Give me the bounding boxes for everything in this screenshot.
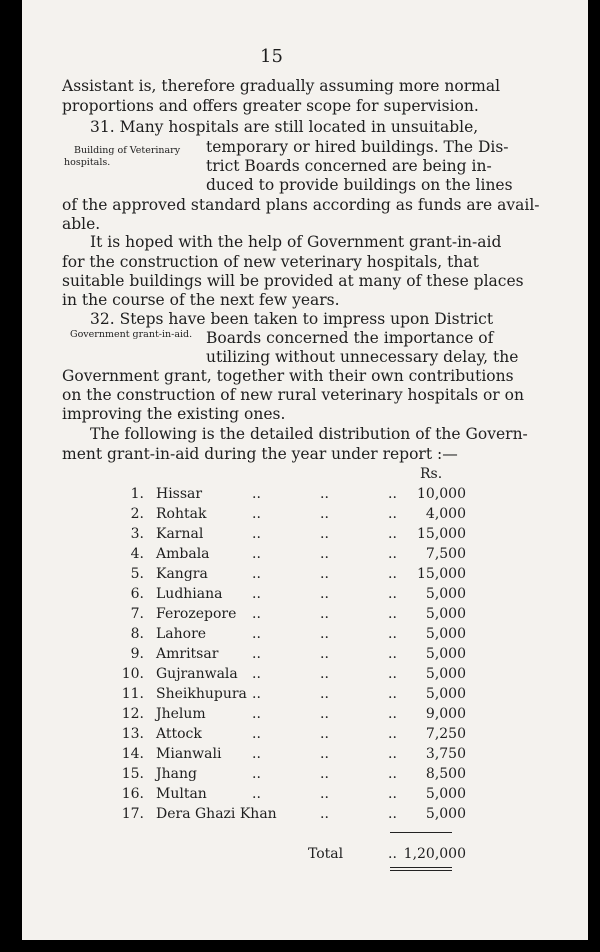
table-row	[62, 686, 502, 706]
leader-dots: ..	[252, 546, 261, 562]
grant-amount: 4,000	[425, 506, 466, 522]
table-row	[62, 606, 502, 626]
table-row	[62, 586, 502, 606]
district-name: Amritsar	[156, 646, 219, 662]
text-line: in the course of the next few years.	[62, 291, 340, 309]
leader-dots: ..	[320, 546, 329, 562]
total-label: Total	[308, 846, 344, 862]
leader-dots: ..	[320, 666, 329, 682]
leader-dots: ..	[252, 686, 261, 702]
grant-amount: 5,000	[425, 806, 466, 822]
text-line: trict Boards concerned are being in-	[206, 157, 492, 175]
grant-amount: 5,000	[425, 646, 466, 662]
text-line: temporary or hired buildings. The Dis-	[206, 138, 509, 156]
district-name: Lahore	[156, 626, 207, 642]
leader-dots: ..	[252, 566, 261, 582]
leader-dots: ..	[320, 526, 329, 542]
leader-dots: ..	[320, 766, 329, 782]
margin-note-building: Building of Veterinary	[74, 145, 181, 156]
leader-dots: ..	[252, 646, 261, 662]
leader-dots: ..	[388, 626, 397, 642]
leader-dots: ..	[320, 506, 329, 522]
leader-dots: ..	[252, 486, 261, 502]
district-name: Jhang	[156, 766, 197, 782]
district-name: Multan	[156, 786, 207, 802]
table-row	[62, 786, 502, 806]
grant-amount: 8,500	[425, 766, 466, 782]
leader-dots: ..	[320, 686, 329, 702]
grant-amount: 5,000	[425, 786, 466, 802]
total-rule	[390, 870, 452, 871]
leader-dots: ..	[320, 486, 329, 502]
row-number: 4.	[130, 546, 144, 562]
row-number: 1.	[130, 486, 144, 502]
leader-dots: ..	[388, 586, 397, 602]
leader-dots: ..	[388, 706, 397, 722]
leader-dots: ..	[252, 666, 261, 682]
leader-dots: ..	[388, 506, 397, 522]
grant-amount: 5,000	[425, 586, 466, 602]
leader-dots: ..	[388, 566, 397, 582]
margin-note-grant: Government grant-in-aid.	[70, 329, 193, 340]
grant-amount: 5,000	[425, 626, 466, 642]
district-name: Kangra	[156, 566, 208, 582]
leader-dots: ..	[320, 726, 329, 742]
district-name: Ludhiana	[156, 586, 223, 602]
district-name: Mianwali	[156, 746, 222, 762]
district-name: Jhelum	[156, 706, 206, 722]
row-number: 10.	[121, 666, 144, 682]
document-page	[22, 0, 588, 940]
table-row	[62, 546, 502, 566]
text-line: Assistant is, therefore gradually assuming more normal	[62, 77, 501, 95]
leader-dots: ..	[320, 566, 329, 582]
leader-dots: ..	[388, 666, 397, 682]
row-number: 17.	[121, 806, 144, 822]
total-rule	[390, 867, 452, 868]
table-row	[62, 666, 502, 686]
district-name: Attock	[156, 726, 202, 742]
leader-dots: ..	[252, 766, 261, 782]
table-row	[62, 726, 502, 746]
total-row	[62, 846, 502, 866]
district-name: Rohtak	[156, 506, 207, 522]
margin-note-building: hospitals.	[64, 157, 111, 168]
total-dots: ..	[388, 846, 397, 862]
leader-dots: ..	[388, 766, 397, 782]
row-number: 13.	[121, 726, 144, 742]
table-row	[62, 566, 502, 586]
table-row	[62, 646, 502, 666]
row-number: 9.	[130, 646, 144, 662]
text-line: duced to provide buildings on the lines	[206, 176, 513, 194]
table-row	[62, 486, 502, 506]
row-number: 11.	[121, 686, 144, 702]
total-amount: 1,20,000	[403, 846, 466, 862]
table-row	[62, 806, 502, 826]
table-row	[62, 766, 502, 786]
row-number: 2.	[130, 506, 144, 522]
row-number: 15.	[121, 766, 144, 782]
leader-dots: ..	[252, 786, 261, 802]
text-line: for the construction of new veterinary hospitals, that	[62, 253, 479, 271]
row-number: 16.	[121, 786, 144, 802]
grant-amount: 15,000	[417, 566, 466, 582]
leader-dots: ..	[252, 606, 261, 622]
leader-dots: ..	[252, 626, 261, 642]
row-number: 5.	[130, 566, 144, 582]
table-row	[62, 526, 502, 546]
row-number: 7.	[130, 606, 144, 622]
district-name: Ambala	[156, 546, 210, 562]
leader-dots: ..	[320, 706, 329, 722]
text-line: The following is the detailed distribution of the Govern-	[90, 425, 528, 443]
currency-header: Rs.	[420, 466, 443, 482]
leader-dots: ..	[388, 786, 397, 802]
district-name: Karnal	[156, 526, 204, 542]
leader-dots: ..	[388, 486, 397, 502]
grant-amount: 5,000	[425, 606, 466, 622]
table-row	[62, 746, 502, 766]
leader-dots: ..	[388, 686, 397, 702]
row-number: 14.	[121, 746, 144, 762]
leader-dots: ..	[252, 706, 261, 722]
text-line: ment grant-in-aid during the year under report :—	[62, 445, 458, 463]
grant-amount: 3,750	[425, 746, 466, 762]
district-name: Dera Ghazi Khan	[156, 806, 277, 822]
para-32-first-line: 32. Steps have been taken to impress upon District	[90, 310, 494, 328]
district-name: Gujranwala	[156, 666, 238, 682]
leader-dots: ..	[388, 746, 397, 762]
row-number: 6.	[130, 586, 144, 602]
leader-dots: ..	[388, 806, 397, 822]
row-number: 3.	[130, 526, 144, 542]
leader-dots: ..	[252, 746, 261, 762]
leader-dots: ..	[388, 526, 397, 542]
leader-dots: ..	[320, 586, 329, 602]
leader-dots: ..	[252, 586, 261, 602]
text-line: able.	[62, 215, 101, 233]
page-number: 15	[260, 46, 283, 67]
leader-dots: ..	[388, 726, 397, 742]
text-line: It is hoped with the help of Government grant-in-aid	[90, 233, 502, 251]
leader-dots: ..	[320, 786, 329, 802]
text-line: of the approved standard plans according as funds are avail-	[62, 196, 540, 214]
row-number: 8.	[130, 626, 144, 642]
leader-dots: ..	[252, 726, 261, 742]
leader-dots: ..	[252, 526, 261, 542]
text-line: Government grant, together with their own contributions	[62, 367, 514, 385]
text-line: improving the existing ones.	[62, 405, 286, 423]
leader-dots: ..	[388, 606, 397, 622]
row-number: 12.	[121, 706, 144, 722]
leader-dots: ..	[388, 546, 397, 562]
sum-rule	[390, 832, 452, 833]
para-31-first-line: 31. Many hospitals are still located in unsuitable,	[90, 118, 479, 136]
grant-amount: 10,000	[417, 486, 466, 502]
grant-amount: 5,000	[425, 686, 466, 702]
table-row	[62, 626, 502, 646]
text-line: Boards concerned the importance of	[206, 329, 494, 347]
text-line: on the construction of new rural veterinary hospitals or on	[62, 386, 524, 404]
text-line: utilizing without unnecessary delay, the	[206, 348, 519, 366]
table-row	[62, 706, 502, 726]
leader-dots: ..	[252, 506, 261, 522]
leader-dots: ..	[320, 646, 329, 662]
text-line: suitable buildings will be provided at many of these places	[62, 272, 524, 290]
grant-amount: 9,000	[425, 706, 466, 722]
leader-dots: ..	[320, 606, 329, 622]
district-name: Ferozepore	[156, 606, 237, 622]
leader-dots: ..	[320, 806, 329, 822]
district-name: Hissar	[156, 486, 203, 502]
grant-amount: 7,250	[425, 726, 466, 742]
grant-amount: 15,000	[417, 526, 466, 542]
text-line: proportions and offers greater scope for supervision.	[62, 97, 479, 115]
district-name: Sheikhupura	[156, 686, 247, 702]
leader-dots: ..	[388, 646, 397, 662]
leader-dots: ..	[320, 746, 329, 762]
grant-amount: 5,000	[425, 666, 466, 682]
leader-dots: ..	[320, 626, 329, 642]
table-row	[62, 506, 502, 526]
grant-amount: 7,500	[425, 546, 466, 562]
